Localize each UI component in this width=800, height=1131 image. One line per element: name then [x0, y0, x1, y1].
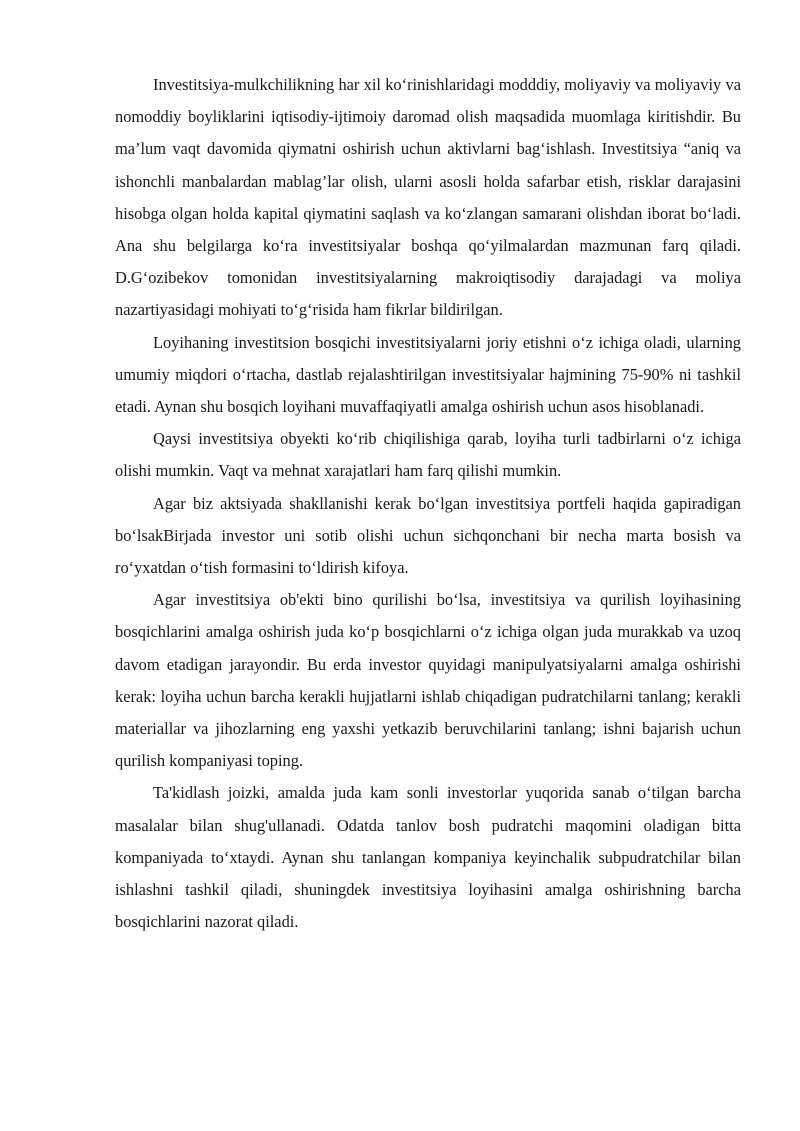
paragraph-stock-portfolio: Agar biz aktsiyada shakllanishi kerak bo‘lgan investitsiya portfeli haqida gapiradigan bo‘lsakBirjada investor uni sotib olishi uchun sichqonchani bir necha marta bosish va ro‘yxatdan o‘tish formasini to‘ldirish kifoya. [115, 493, 741, 578]
document-page [115, 69, 741, 938]
paragraph-investment-definition: Investitsiya-mulkchilikning har xil ko‘rinishlaridagi modddiy, moliyaviy va moliyaviy va nomoddiy boyliklarini iqtisodiy-ijtimoiy daromad olish maqsadida muomlaga kiritishdir. Bu ma’lum vaqt davomida qiymatni oshirish uchun aktivlarni bag‘ishlash. Investitsiya “aniq va ishonchli manbalardan mablag’lar olish, ularni asosli holda safarbar etish, risklar darajasini hisobga olgan holda kapital qiymatini saqlash va ko‘zlangan samarani olishdan iborat bo‘ladi. Ana shu belgilarga ko‘ra investitsiyalar boshqa qo‘yilmalardan mazmunan farq qiladi. D.G‘ozibekov tomonidan investitsiyalarning makroiqtisodiy darajadagi va moliya nazartiyasidagi mohiyati to‘g‘risida ham fikrlar bildirilgan. [115, 75, 741, 320]
paragraph-general-contractor: Ta'kidlash joizki, amalda juda kam sonli investorlar yuqorida sanab o‘tilgan barcha masalalar bilan shug'ullanadi. Odatda tanlov bosh pudratchi maqomini oladigan bitta kompaniyada to‘xtaydi. Aynan shu tanlangan kompaniya keyinchalik subpudratchilar bilan ishlashni tashkil qiladi, shuningdek investitsiya loyihasini amalga oshirishning barcha bosqichlarini nazorat qiladi. [115, 783, 741, 932]
paragraph-construction-project: Agar investitsiya ob'ekti bino qurilishi bo‘lsa, investitsiya va qurilish loyihasining bosqichlarini amalga oshirish juda ko‘p bosqichlarni o‘z ichiga olgan juda murakkab va uzoq davom etadigan jarayondir. Bu erda investor quyidagi manipulyatsiyalarni amalga oshirishi kerak: loyiha uchun barcha kerakli hujjatlarni ishlab chiqadigan pudratchilarni tanlang; kerakli materiallar va jihozlarning eng yaxshi yetkazib beruvchilarini tanlang; ishni bajarish uchun qurilish kompaniyasi toping. [115, 590, 741, 771]
paragraph-investment-stage: Loyihaning investitsion bosqichi investitsiyalarni joriy etishni o‘z ichiga oladi, ularning umumiy miqdori o‘rtacha, dastlab rejalashtirilgan investitsiyalar hajmining 75-90% ni tashkil etadi. Aynan shu bosqich loyihani muvaffaqiyatli amalga oshirish uchun asos hisoblanadi. [115, 332, 741, 417]
paragraph-investment-object: Qaysi investitsiya obyekti ko‘rib chiqilishiga qarab, loyiha turli tadbirlarni o‘z ichiga olishi mumkin. Vaqt va mehnat xarajatlari ham farq qilishi mumkin. [115, 429, 741, 481]
